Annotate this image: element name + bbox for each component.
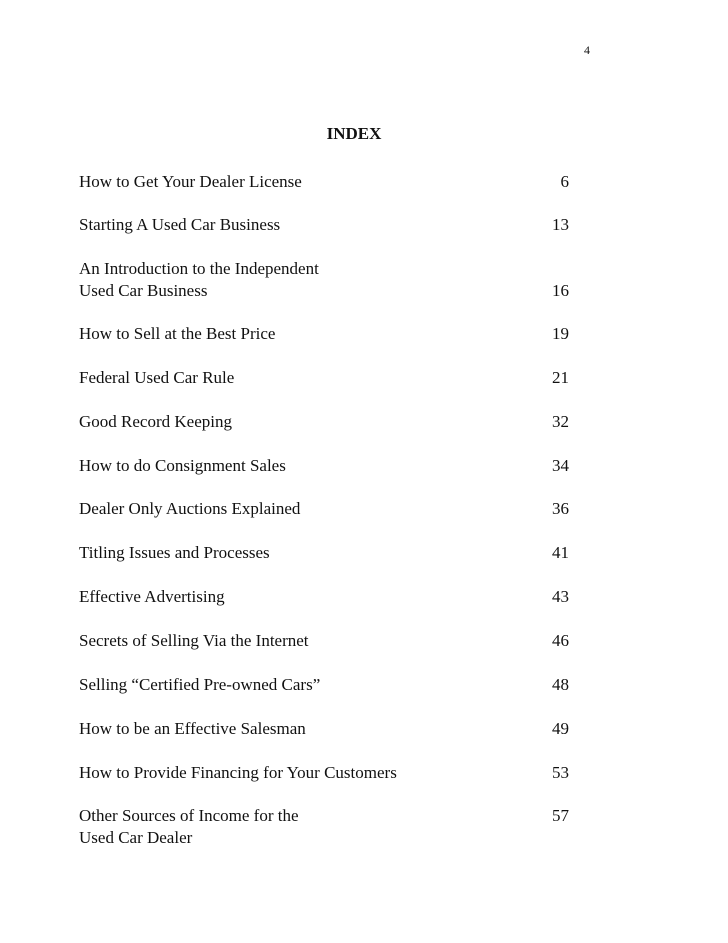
entry-title: Dealer Only Auctions Explained — [79, 499, 301, 518]
entry-page: 34 — [552, 456, 569, 475]
entry-title: Starting A Used Car Business — [79, 215, 281, 234]
entry-page: 48 — [552, 675, 569, 694]
entry-page: 13 — [552, 215, 569, 234]
entry-page: 43 — [552, 587, 569, 606]
entry-page: 36 — [552, 499, 569, 518]
entry-title: Titling Issues and Processes — [79, 543, 270, 562]
index-entry — [79, 762, 397, 784]
index-entry — [79, 323, 275, 345]
index-entry — [79, 258, 319, 302]
entry-page: 21 — [552, 368, 569, 387]
index-entry — [79, 455, 286, 477]
entry-title: Good Record Keeping — [79, 412, 232, 431]
entry-page: 57 — [552, 806, 569, 825]
index-entry — [79, 674, 320, 696]
entry-title: How to do Consignment Sales — [79, 456, 286, 475]
entry-page: 49 — [552, 719, 569, 738]
entry-page: 19 — [552, 324, 569, 343]
entry-title: How to be an Effective Salesman — [79, 719, 306, 738]
entry-title: Secrets of Selling Via the Internet — [79, 631, 309, 650]
index-entry — [79, 718, 306, 740]
entry-page: 6 — [560, 172, 569, 191]
entry-page: 16 — [552, 281, 569, 300]
index-title: INDEX — [326, 124, 382, 143]
entry-title-line-1: An Introduction to the Independent — [79, 259, 319, 278]
entry-title-line-1: Other Sources of Income for the — [79, 806, 299, 825]
entry-title: Federal Used Car Rule — [79, 368, 235, 387]
entry-page: 46 — [552, 631, 569, 650]
entry-title: How to Provide Financing for Your Customers — [79, 763, 397, 782]
entry-title: How to Get Your Dealer License — [79, 172, 302, 191]
index-entry — [79, 498, 300, 520]
page-number: 4 — [584, 43, 590, 57]
entry-title: Selling “Certified Pre-owned Cars” — [79, 675, 321, 694]
index-entry — [79, 586, 225, 608]
entry-page: 53 — [552, 763, 569, 782]
index-entry — [79, 542, 270, 564]
index-entry — [79, 367, 234, 389]
entry-title: How to Sell at the Best Price — [79, 324, 276, 343]
entry-title: Effective Advertising — [79, 587, 225, 606]
entry-title-line-2: Used Car Dealer — [79, 828, 193, 847]
entry-page: 41 — [552, 543, 569, 562]
index-entry — [79, 805, 299, 849]
entry-page: 32 — [552, 412, 569, 431]
entry-title-line-2: Used Car Business — [79, 281, 208, 300]
index-entry — [79, 214, 280, 236]
index-entry — [79, 630, 309, 652]
index-entry — [79, 411, 232, 433]
index-entry — [79, 171, 302, 193]
